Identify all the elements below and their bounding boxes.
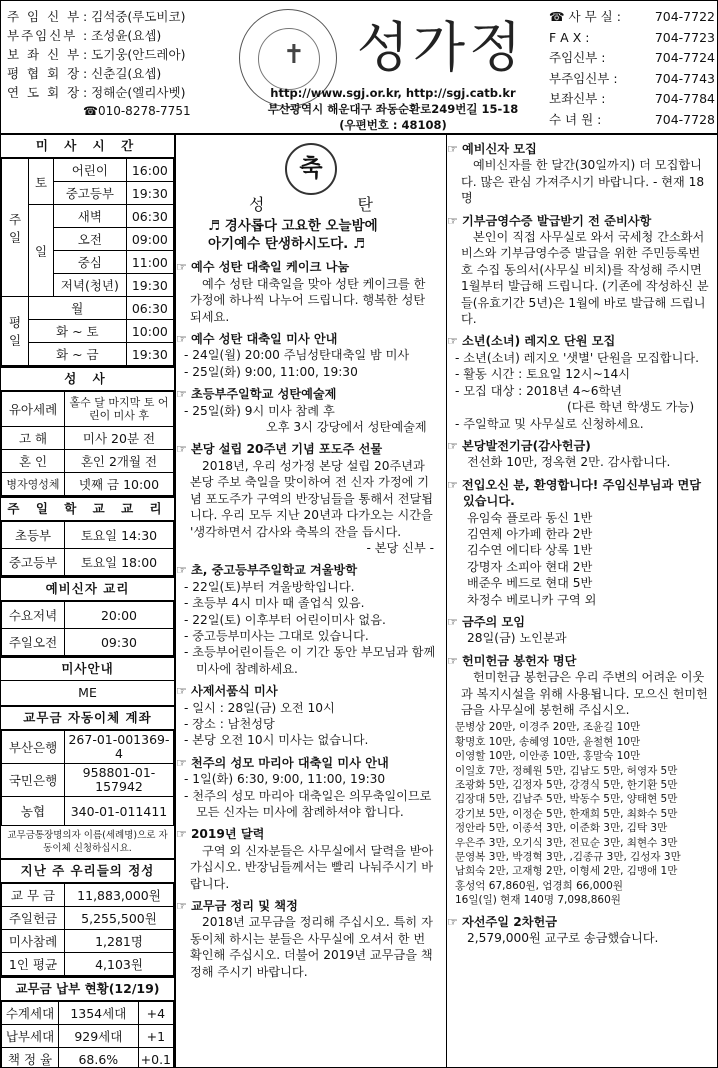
section-title: 지난 주 우리들의 정성	[1, 860, 174, 883]
right-column: ☞ 예비신자 모집 예비신자를 한 달간(30일까지) 더 모집합니다. 많은 관심 가져주시기 바랍니다. - 현재 18명 ☞ 기부금영수증 발급받기 전 준비사항 본인이 직접 사무실로 와서 국세청 간소화서비스와 기부금영수증 발급을 위한 주민등록번호 수집 동의서(사무실 비치)를 작성해 주시면 1월부터 발급해 드립니다. (기존에 작성하신 분들(유효기간 5년)은 1월에 바로 발급해 드립니다. ☞ 소년(소녀) 레지오 단원 모집 - 소년(소녀) 레지오 '샛별' 단원을 모집합니다. - 활동 시간 : 토요일 12시~14시 - 모집 대상 : 2018년 4~6학년 (다른 학년 학생도 가능) - 주일학교 및 사무실로 신청하세요. ☞ 본당발전기금(감사헌금) 전선화 10만, 정옥현 2만. 감사합니다. ☞ 전입오신 분, 환영합니다! 주임신부님과 면담 있습니다. 유임숙 플로라 동신 1반 김연제 아가페 한라 2반 김수연 에디타 상록 1반 강명자 소피아 현대 2반 배준우 베드로 현대 5반 차정수 베로니카 구역 외 ☞ 금주의 모임 28일(금) 노인분과 ☞ 헌미헌금 봉헌자 명단 헌미헌금 봉헌금은 우리 주변의 어려운 이웃과 복지시설을 위해 사용됩니다. 모으신 헌미헌금을 사무실에 봉헌해 주십시오. 문병상 20만, 이경주 20만, 조윤길 10만 황명호 10만, 송혜영 10만, 윤철현 10만 이영할 10만, 이안종 10만, 홍말숙 10만 이일호 7만, 정혜원 5만, 김남도 5만, 허영자 5만 조광화 5만, 김정자 5만, 강경식 5만, 한기환 5만 김장대 5만, 김남주 5만, 박동수 5만, 양태현 5만 강기보 5만, 이정순 5만, 한재희 5만, 최화수 5만 정안라 5만, 이종석 3만, 이준화 3만, 김탁 3만 우은주 3만, 오기식 3만, 전묘순 3만, 최현수 3만 문영복 3만, 박경혁 3만, ,김종규 3만, 김성자 3만 남희숙 2만, 고재형 2만, 이형세 2만, 김맹애 1만 홍성억 67,860원, 엄경희 66,000원 16일(일) 현재 140명 7,098,860원 ☞ 자선주일 2차헌금 2,579,000원 교구로 송금했습니다.	[447, 135, 717, 1067]
list-item: 문병상 20만, 이경주 20만, 조윤길 10만	[455, 721, 641, 734]
contact-info	[233, 85, 553, 133]
phone-row: 수 녀 원 : 704-7728	[549, 111, 715, 127]
section-title: 성 사	[1, 368, 174, 391]
autopay-section	[1, 707, 174, 860]
staff-row: 연 도 회 장 : 정해순(엘리사벳)	[7, 85, 186, 100]
notice-calendar: ☞ 2019년 달력	[176, 827, 265, 842]
pointing-hand-icon: ☞	[176, 332, 187, 347]
staff-row: 주 임 신 부 : 김석중(루도비코)	[7, 9, 186, 24]
list-item: 정안라 5만, 이종석 3만, 이준화 3만, 김탁 3만	[455, 822, 668, 835]
notice-catechumen: ☞ 예비신자 모집	[447, 142, 537, 156]
list-item: 강기보 5만, 이정순 5만, 한재희 5만, 최화수 5만	[455, 807, 678, 820]
list-item: 문영복 3만, 박경혁 3만, ,김종규 3만, 김성자 3만	[455, 851, 681, 864]
contact-phone: ☎010-8278-7751	[83, 104, 191, 118]
celebration-badge: 축	[285, 143, 337, 195]
section-title: 주 일 학 교 교 리	[1, 498, 174, 521]
phone-row: 부주임신부 : 704-7743	[549, 70, 715, 86]
staff-row: 부주임신부 : 조성윤(요셉)	[7, 28, 162, 43]
address: 부산광역시 해운대구 좌동순환로249번길 15-18	[267, 102, 519, 116]
notice-rice-offering: ☞ 헌미헌금 봉헌자 명단	[447, 653, 577, 668]
bulletin-title: 성가정	[356, 16, 526, 79]
list-item: 배준우 베드로 현대 5반	[467, 576, 593, 591]
list-item: 조광화 5만, 김정자 5만, 강경식 5만, 한기환 5만	[455, 779, 678, 792]
section-title: 교무금 자동이체 계좌	[1, 707, 174, 730]
notice-donation-receipt: ☞ 기부금영수증 발급받기 전 준비사항	[447, 213, 652, 228]
pointing-hand-icon: ☞	[447, 142, 458, 156]
offering-section	[1, 860, 174, 978]
middle-column: 축 성 탄 ♬ 경사롭다 고요한 오늘밤에 아기예수 탄생하시도다. ♬ ☞ 예수 성탄 대축일 케이크 나눔 예수 성탄 대축일을 맞아 성탄 케이크를 한 가정에 하나씩 나누어 드립니다. 행복한 성탄 되세요. ☞ 예수 성탄 대축일 미사 안내 - 24일(월) 20:00 주님성탄대축일 밤 미사 - 25일(화) 9:00, 11:00, 19:30 ☞ 초등부주일학교 성탄예술제 - 25일(화) 9시 미사 참례 후 오후 3시 강당에서 성탄예술제 ☞ 본당 설립 20주년 기념 포도주 선물 2018년, 우리 성가정 본당 설립 20주년과 본당 주보 축일을 맞이하여 전 신자 가정에 기념 포도주가 구역의 반장님들을 통해서 전달됩니다. 우리 모두 지난 20년과 다가오는 시간을 '생각하면서 감사와 축복의 잔을 듭시다. - 본당 신부 - ☞ 초, 중고등부주일학교 겨울방학 - 22일(토)부터 겨울방학입니다. - 초등부 4시 미사 때 졸업식 있음. - 22일(토) 이후부터 어린이미사 없음. - 중고등부미사는 그대로 있습니다. - 초등부어린이들은 이 기간 동안 부모님과 함께 미사에 참례하세요. ☞ 사제서품식 미사 - 일시 : 28일(금) 오전 10시 - 장소 : 남천성당 - 본당 오전 10시 미사는 없습니다. ☞ 천주의 성모 마리아 대축일 미사 안내 - 1일(화) 6:30, 9:00, 11:00, 19:30 - 천주의 성모 마리아 대축일은 의무축일이므로 모든 신자는 미사에 참례하셔야 합니다. ☞ 2019년 달력 구역 외 신자분들은 사무실에서 달력을 받아 가십시오. 반장님들께서는 빨리 나눠주시기 바랍니다. ☞ 교무금 정리 및 책정 2018년 교무금을 정리해 주십시오. 특히 자동이체 하시는 분들은 사무실에 오셔서 한 번 확인해 주십시오. 더불어 2019년 교무금을 책정해 주시기 바랍니다.	[176, 135, 447, 1067]
pointing-hand-icon: ☞	[176, 899, 187, 914]
staff-list	[7, 7, 237, 121]
phone-row: 보좌신부 : 704-7784	[549, 91, 715, 106]
notice-art-festival: ☞ 초등부주일학교 성탄예술제	[176, 387, 337, 402]
list-item: 이영할 10만, 이안종 10만, 홍말숙 10만	[455, 750, 641, 763]
autopay-table: 부산은행 267-01-001369-4 국민은행 958801-01-157942 농협 340-01-011411	[1, 730, 174, 826]
pointing-hand-icon: ☞	[176, 442, 187, 457]
list-item: 김수연 에디타 상록 1반	[467, 543, 593, 558]
mass-times-section	[1, 135, 174, 368]
phone-row: ☎ 사 무 실 : 704-7722	[549, 9, 715, 24]
notice-dues: ☞ 교무금 정리 및 책정	[176, 899, 298, 914]
notice-legio: ☞ 소년(소녀) 레지오 단원 모집	[447, 334, 616, 349]
phone-row: 주임신부 : 704-7724	[549, 50, 715, 65]
notice-winter-break: ☞ 초, 중고등부주일학교 겨울방학	[176, 563, 358, 578]
pointing-hand-icon: ☞	[447, 334, 458, 349]
list-item: 유임숙 플로라 동신 1반	[467, 510, 593, 525]
list-item: 홍성억 67,860원, 엄경희 66,000원	[455, 879, 623, 892]
mass-times-table: 주일 토 어린이 16:00 중고등부 19:30 일 새벽 06:30 오전 09:00 중심 11:00 저녁(청년) 19:30 평일 월 06:30 화 ~ 토 10:00 화 ~ 금 19:30	[1, 158, 174, 366]
pointing-hand-icon: ☞	[447, 438, 458, 453]
pointing-hand-icon: ☞	[447, 653, 458, 668]
list-item: 강명자 소피아 현대 2반	[467, 559, 593, 574]
feast-greeting-1: ♬ 경사롭다 고요한 오늘밤에	[208, 218, 378, 235]
staff-row: 평 협 회 장 : 신춘길(요셉)	[7, 66, 162, 81]
sunday-school-table: 초등부 토요일 14:30 중고등부 토요일 18:00	[1, 521, 174, 576]
notice-development-fund: ☞ 본당발전기금(감사헌금)	[447, 438, 591, 453]
catechumen-section	[1, 578, 174, 658]
phone-directory	[549, 7, 715, 130]
website-links[interactable]: http://www.sgj.or.kr, http://sgj.catb.kr	[270, 86, 516, 100]
donor-list	[447, 720, 717, 907]
pointing-hand-icon: ☞	[447, 477, 458, 492]
mass-info-value: ME	[78, 685, 97, 700]
masthead-header	[1, 1, 717, 135]
feast-greeting-2: 아기예수 탄생하시도다. ♬	[208, 236, 366, 253]
section-title: 미사안내	[1, 658, 174, 681]
notice-cake: ☞ 예수 성탄 대축일 케이크 나눔	[176, 260, 350, 275]
notice-wine-gift: ☞ 본당 설립 20주년 기념 포도주 선물	[176, 442, 383, 457]
staff-row: 보 좌 신 부 : 도기웅(안드레아)	[7, 47, 186, 62]
notice-newcomers: ☞ 전입오신 분, 환영합니다! 주임신부님과 면담 있습니다.	[447, 477, 702, 509]
pointing-hand-icon: ☞	[176, 684, 187, 699]
list-item: 이일호 7만, 정혜원 5만, 김남도 5만, 허영자 5만	[455, 764, 678, 777]
catechumen-table: 수요저녁 20:00 주일오전 09:30	[1, 601, 174, 656]
pointing-hand-icon: ☞	[176, 260, 187, 275]
notice-charity-offering: ☞ 자선주일 2차헌금	[447, 914, 558, 929]
section-title: 미 사 시 간	[1, 135, 174, 158]
section-title: 예비신자 교리	[1, 578, 174, 601]
payment-section	[1, 978, 174, 1068]
cross-icon: ✝	[283, 40, 305, 70]
autopay-note: 교무금통장명의자 이름(세례명)으로 자동이체 신청하십시요.	[7, 830, 168, 854]
list-item: 김연제 아가페 한라 2반	[467, 526, 593, 541]
list-item: 16일(일) 현재 140명 7,098,860원	[455, 894, 621, 907]
pointing-hand-icon: ☞	[176, 755, 187, 770]
sunday-school-section	[1, 498, 174, 578]
notice-christmas-mass: ☞ 예수 성탄 대축일 미사 안내	[176, 332, 338, 347]
list-item: 황명호 10만, 송혜영 10만, 윤철현 10만	[455, 735, 641, 748]
payment-table: 수계세대 1354세대 +4 납부세대 929세대 +1 책 정 율 68.6% +0.1	[1, 1001, 174, 1068]
notice-ordination: ☞ 사제서품식 미사	[176, 684, 278, 699]
list-item: 우은주 3만, 오기식 3만, 전묘순 3만, 최현수 3만	[455, 836, 678, 849]
list-item: 남희숙 2만, 고재형 2만, 이형세 2만, 김맹애 1만	[455, 865, 678, 878]
notice-mary-feast: ☞ 천주의 성모 마리아 대축일 미사 안내	[176, 755, 389, 770]
sacraments-section	[1, 368, 174, 498]
pointing-hand-icon: ☞	[176, 827, 187, 842]
sacraments-table: 유아세례 홀수 달 마지막 토 어린이 미사 후 고 해 미사 20분 전 혼 인 혼인 2개월 전 병자영성체 넷째 금 10:00	[1, 391, 174, 496]
postcode: (우편번호 : 48108)	[339, 118, 447, 132]
list-item: 차정수 베로니카 구역 외	[467, 592, 597, 607]
left-sidebar	[1, 135, 176, 1067]
pointing-hand-icon: ☞	[176, 387, 187, 402]
notice-meetings: ☞ 금주의 모임	[447, 614, 526, 629]
list-item: 김장대 5만, 김남주 5만, 박동수 5만, 양태현 5만	[455, 793, 678, 806]
offering-table: 교 무 금 11,883,000원 주일헌금 5,255,500원 미사참례 1,281명 1인 평균 4,103원	[1, 883, 174, 976]
mass-info-section	[1, 658, 174, 707]
phone-row: F A X : 704-7723	[549, 29, 715, 45]
feast-title: 성 탄	[249, 195, 417, 214]
section-title: 교무금 납부 현황(12/19)	[1, 978, 174, 1001]
pointing-hand-icon: ☞	[176, 563, 187, 578]
pointing-hand-icon: ☞	[447, 213, 458, 228]
pointing-hand-icon: ☞	[447, 914, 458, 929]
pointing-hand-icon: ☞	[447, 614, 458, 629]
